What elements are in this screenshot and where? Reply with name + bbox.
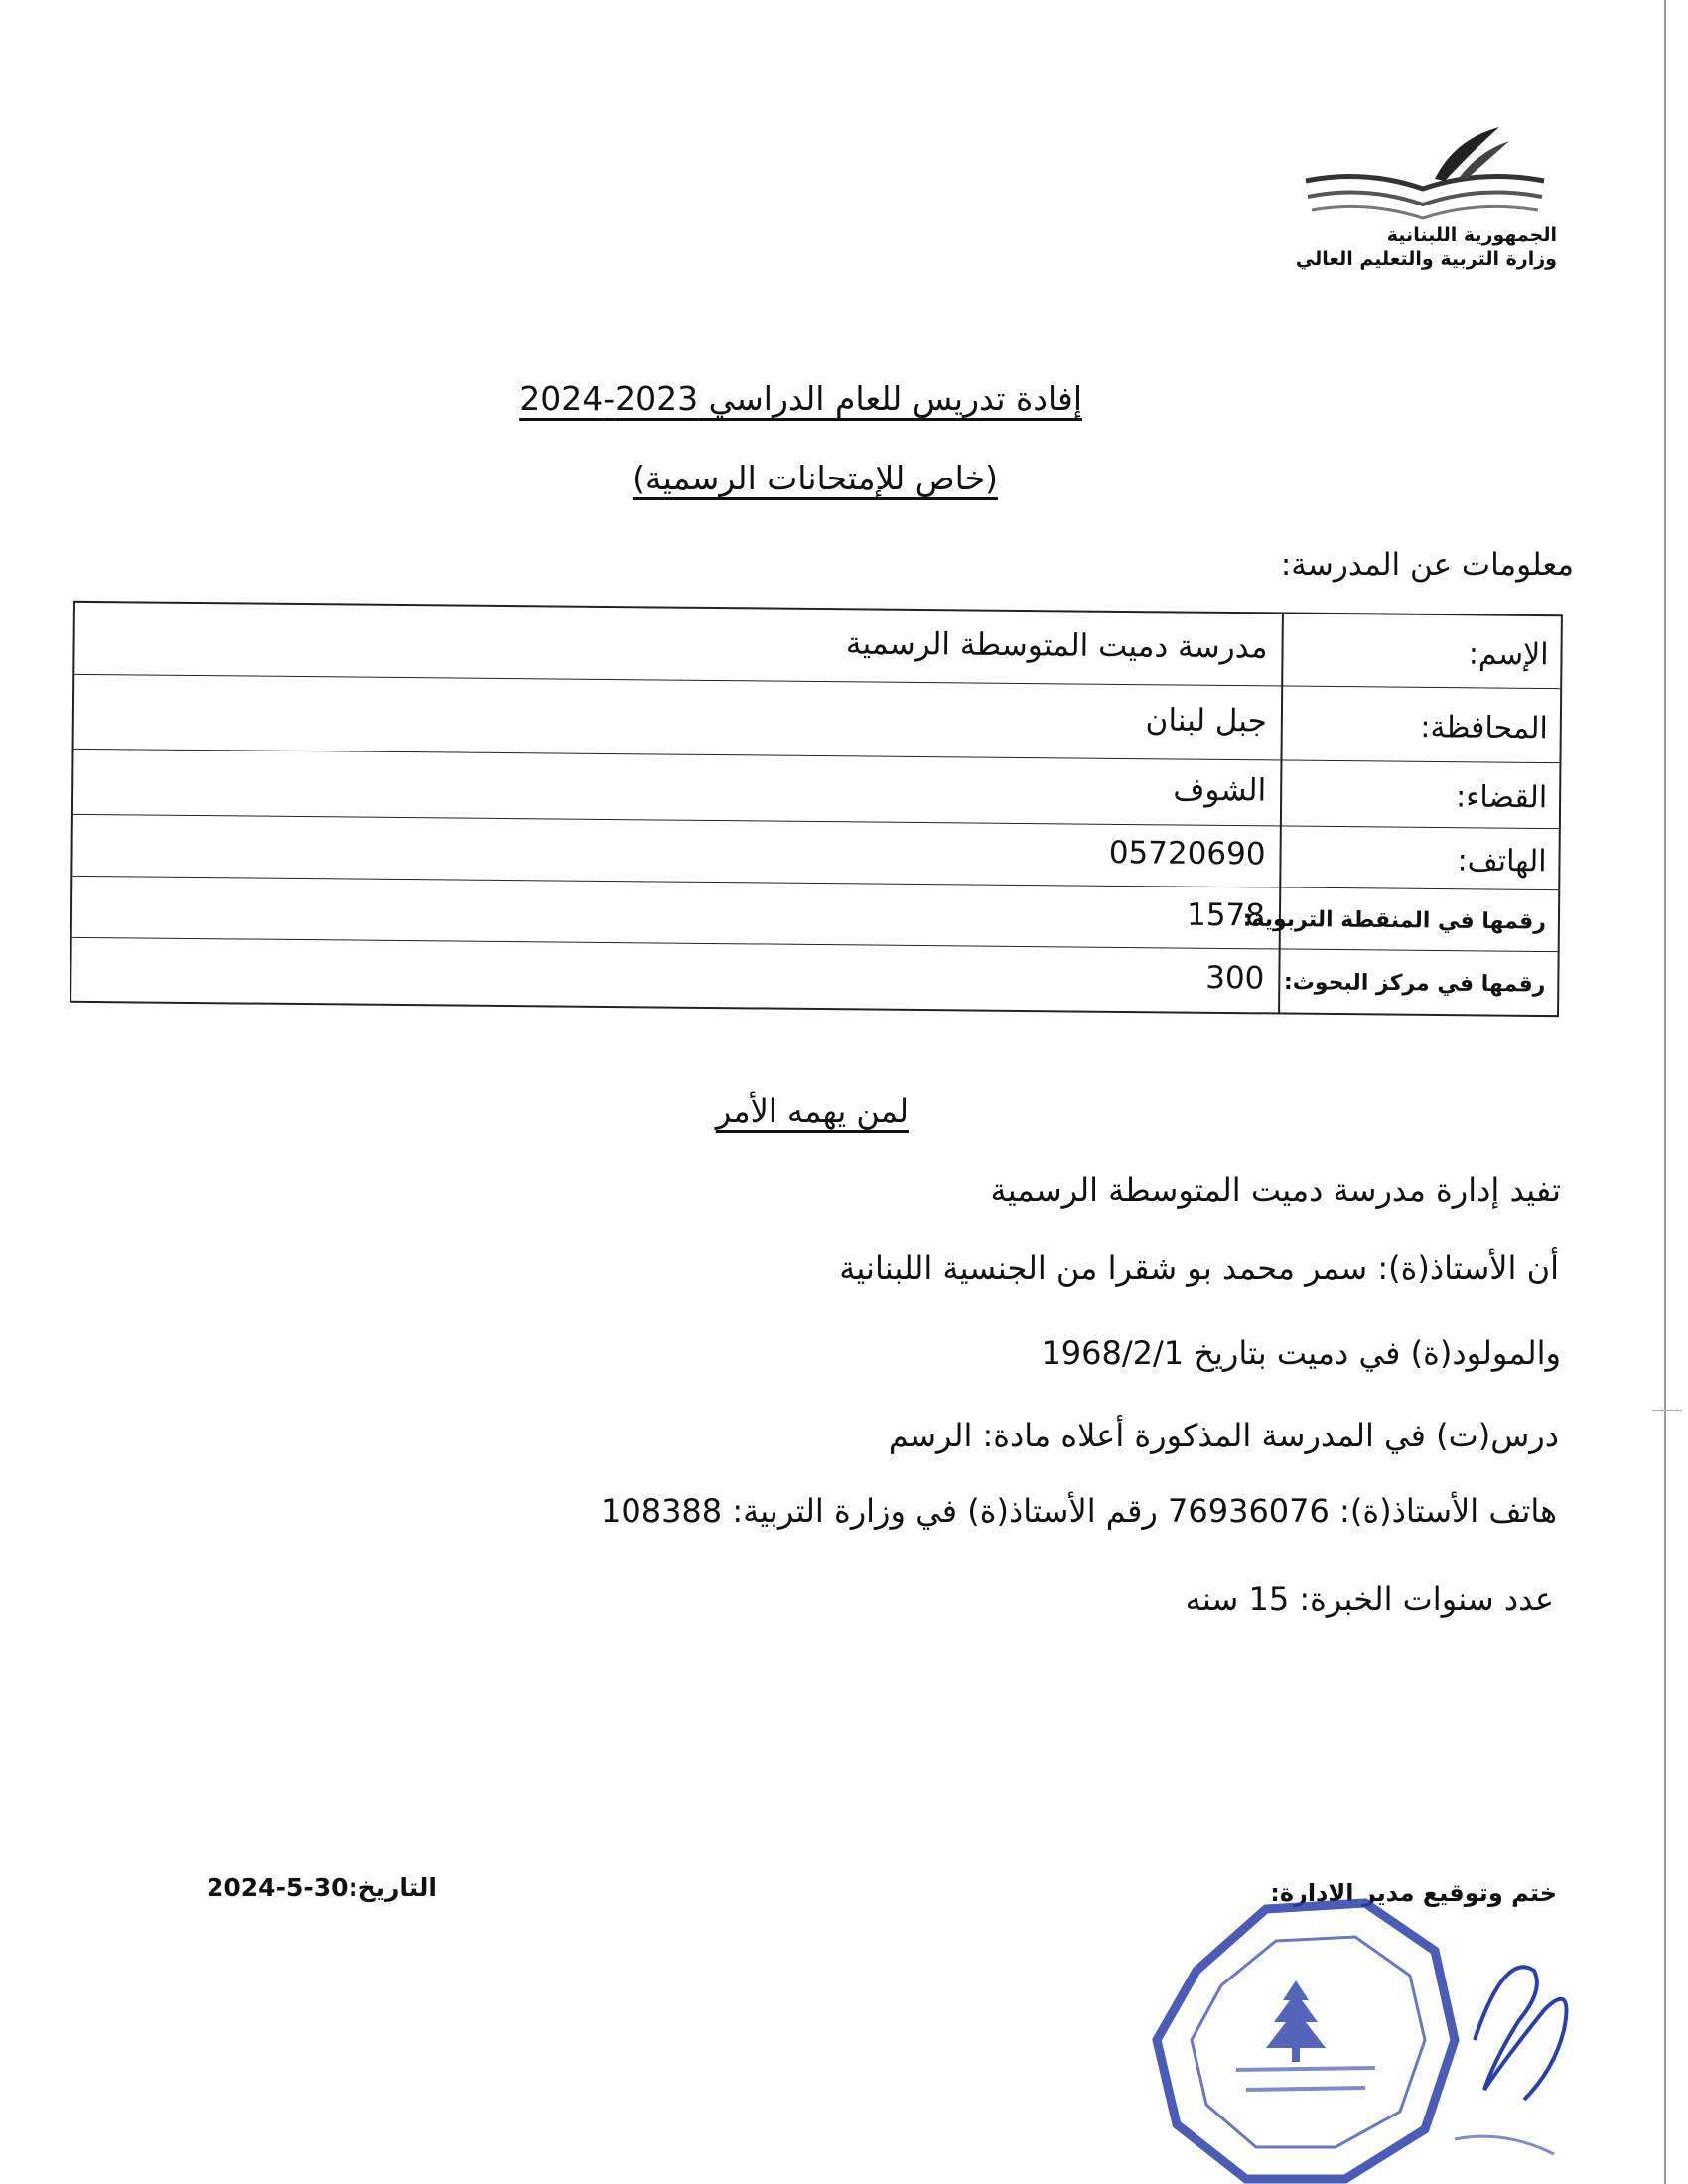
- school-info-heading: معلومات عن المدرسة:: [1280, 547, 1574, 583]
- issue-date: التاريخ:30-5-2024: [207, 1873, 437, 1902]
- certificate-title: إفادة تدريس للعام الدراسي 2023-2024: [519, 379, 1082, 418]
- letter-line: أن الأستاذ(ة): سمر محمد بو شقرا من الجنسية اللبنانية: [839, 1249, 1559, 1287]
- republic-name: الجمهورية اللبنانية: [1386, 224, 1557, 246]
- to-whom-heading: لمن يهمه الأمر: [715, 1092, 909, 1130]
- row-label: القضاء:: [1455, 779, 1548, 816]
- school-info-table: [70, 601, 1563, 1017]
- row-value: الشوف: [1173, 771, 1267, 809]
- stamp-signature-label: ختم وتوقيع مدير الادارة:: [1270, 1879, 1557, 1907]
- stamp-seal: [1157, 1903, 1455, 2179]
- letter-line: والمولود(ة) في دميت بتاريخ 1968/2/1: [1041, 1334, 1561, 1372]
- row-label: رقمها في مركز البحوث:: [1283, 970, 1546, 998]
- row-value: 300: [1205, 959, 1265, 997]
- ministry-name: وزارة التربية والتعليم العالي: [1295, 248, 1557, 270]
- director-signature-icon: [1455, 1967, 1567, 2154]
- row-value: 05720690: [1108, 835, 1266, 873]
- letter-line: درس(ت) في المدرسة المذكورة أعلاه مادة: الرسم: [888, 1417, 1559, 1454]
- row-value: مدرسة دميت المتوسطة الرسمية: [845, 625, 1268, 666]
- letter-line: عدد سنوات الخبرة: 15 سنه: [1185, 1580, 1554, 1618]
- ministry-logo: [1296, 119, 1554, 228]
- row-label: الهاتف:: [1457, 843, 1547, 880]
- certificate-subtitle: (خاص للإمتحانات الرسمية): [633, 459, 998, 497]
- letter-line: تفيد إدارة مدرسة دميت المتوسطة الرسمية: [990, 1171, 1561, 1209]
- letter-line: هاتف الأستاذ(ة): 76936076 رقم الأستاذ(ة) في وزارة التربية: 108388: [600, 1492, 1557, 1530]
- table-row-research-number: [71, 937, 1558, 1015]
- row-label: الإسم:: [1468, 636, 1549, 673]
- row-value: 1578: [1186, 896, 1266, 934]
- row-label: المحافظة:: [1420, 709, 1548, 746]
- scan-edge-line: [1664, 0, 1666, 2184]
- scan-edge-mark: [1652, 1410, 1682, 1411]
- row-value: جبل لبنان: [1145, 701, 1268, 740]
- school-stamp-icon: [1127, 1891, 1604, 2184]
- row-label: رقمها في المنقطة التربوية:: [1242, 906, 1547, 935]
